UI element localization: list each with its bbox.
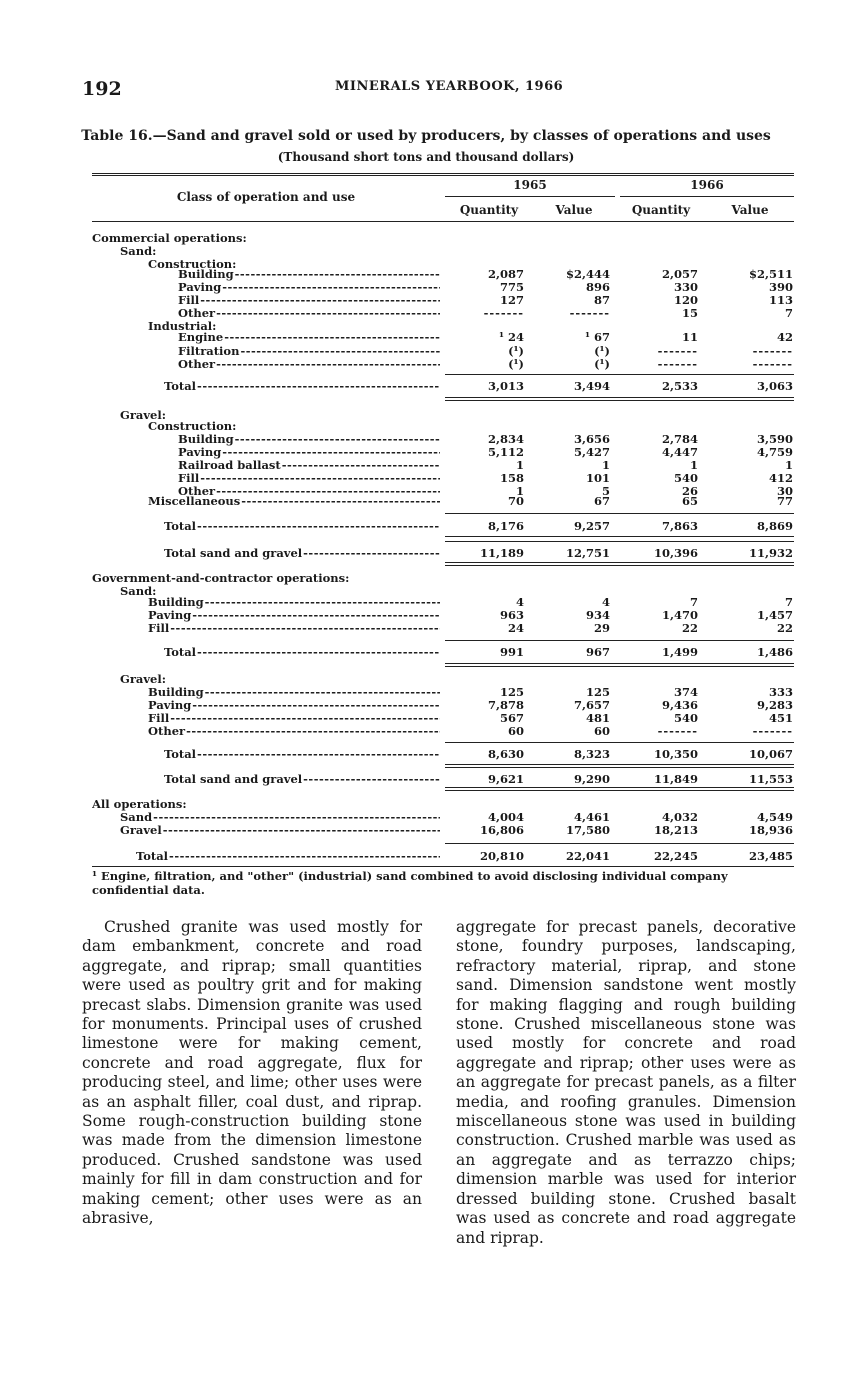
- cell-value: -------: [657, 344, 698, 358]
- total-rule: [445, 767, 794, 768]
- table-row: [0, 520, 852, 533]
- row-label: Total sand and gravel -----: [164, 773, 440, 786]
- row-label: Other -----: [178, 358, 440, 371]
- cell-value: 1,499: [661, 645, 698, 659]
- cell-value: 4: [601, 595, 610, 609]
- cell-value: 11,849: [653, 772, 698, 786]
- cell-value: -------: [657, 357, 698, 371]
- cell-value: 2,533: [661, 379, 698, 393]
- body-paragraph-right: aggregate for precast panels, decorative stone, foundry purposes, landscaping, refractory material, riprap, and stone sand. Dimension sandstone went mostly for making flagging and rough building stone. Crushed miscellaneous stone was used mostly for concrete and road aggregate and riprap; other uses were as an aggregate for precast panels, as a filter media, and roofing granules. Dimension miscellaneous stone was used in building construction. Crushed marble was used as an aggregate and as terrazzo chips; dimension marble was used for interior dressed building stone. Crushed basalt was used as concrete and road aggregate and riprap.: [456, 918, 796, 1247]
- cell-value: 7,863: [661, 519, 698, 533]
- total-rule: [445, 742, 794, 743]
- table-row: [0, 281, 852, 294]
- table-top-rule-2: [92, 175, 794, 176]
- row-label: Railroad ballast -----: [178, 459, 440, 472]
- cell-value: $2,511: [748, 267, 793, 281]
- row-label: Filtration -----: [178, 345, 440, 358]
- cell-value: 30: [776, 484, 793, 498]
- cell-value: 5,112: [487, 445, 524, 459]
- total-rule: [445, 397, 794, 398]
- cell-value: 8,869: [756, 519, 793, 533]
- row-label: Government-and-contractor operations:: [92, 572, 350, 585]
- cell-value: 11,932: [748, 546, 793, 560]
- cell-value: 3,590: [756, 432, 793, 446]
- cell-value: 7: [689, 595, 698, 609]
- cell-value: 67: [593, 494, 610, 508]
- cell-value: (¹): [508, 357, 524, 371]
- cell-value: 540: [673, 471, 698, 485]
- row-label: Total -----: [136, 850, 440, 863]
- running-head: MINERALS YEARBOOK, 1966: [335, 79, 564, 94]
- cell-value: 15: [681, 306, 698, 320]
- cell-value: ¹ 24: [498, 330, 524, 344]
- cell-value: 1: [601, 458, 610, 472]
- cell-value: 17,580: [565, 823, 610, 837]
- row-label: Sand:: [120, 585, 157, 598]
- cell-value: 2,784: [661, 432, 698, 446]
- cell-value: 125: [585, 685, 610, 699]
- cell-value: 9,290: [573, 772, 610, 786]
- cell-value: 7: [784, 595, 793, 609]
- row-label: Construction:: [148, 420, 237, 433]
- cell-value: 330: [673, 280, 698, 294]
- row-label: Other -----: [148, 725, 440, 738]
- row-label: Fill -----: [178, 472, 440, 485]
- table-row: [0, 798, 852, 811]
- total-rule: [445, 764, 794, 765]
- cell-value: 8,630: [487, 747, 524, 761]
- cell-value: 4,032: [661, 810, 698, 824]
- row-label: Other -----: [178, 307, 440, 320]
- table-row: [0, 446, 852, 459]
- cell-value: 22: [681, 621, 698, 635]
- row-label: Building -----: [178, 433, 440, 446]
- row-label: Sand -----: [120, 811, 440, 824]
- table-row: [0, 748, 852, 761]
- row-label: Paving -----: [148, 609, 440, 622]
- cell-value: 22,041: [565, 849, 610, 863]
- cell-value: 567: [499, 711, 524, 725]
- table-row: [0, 686, 852, 699]
- table-row: [0, 622, 852, 635]
- cell-value: 16,806: [479, 823, 524, 837]
- cell-value: 4: [515, 595, 524, 609]
- table-row: [0, 433, 852, 446]
- cell-value: 8,176: [487, 519, 524, 533]
- cell-value: 1: [689, 458, 698, 472]
- cell-value: ¹ 67: [584, 330, 610, 344]
- row-label: Industrial:: [148, 320, 217, 333]
- year-header-1965: 1965: [513, 178, 547, 192]
- table-bottom-rule: [92, 866, 794, 867]
- cell-value: 3,494: [573, 379, 610, 393]
- page-number: 192: [82, 78, 122, 100]
- cell-value: -------: [752, 357, 793, 371]
- cell-value: 7: [784, 306, 793, 320]
- cell-value: -------: [752, 724, 793, 738]
- cell-value: -------: [483, 306, 524, 320]
- cell-value: 77: [776, 494, 793, 508]
- cell-value: 4,759: [756, 445, 793, 459]
- body-column-right: [456, 918, 796, 1248]
- cell-value: 11,189: [479, 546, 524, 560]
- row-label: Total -----: [164, 380, 440, 393]
- cell-value: 374: [673, 685, 698, 699]
- table-footnote: ¹ Engine, filtration, and "other" (industrial) sand combined to avoid disclosing individual company confidential data.: [92, 869, 728, 897]
- row-label: Building -----: [148, 686, 440, 699]
- cell-value: 10,067: [748, 747, 793, 761]
- cell-value: 120: [673, 293, 698, 307]
- table-row: [0, 699, 852, 712]
- cell-value: 896: [585, 280, 610, 294]
- table-row: [0, 472, 852, 485]
- table-row: [0, 331, 852, 344]
- table-row: [0, 268, 852, 281]
- table-row: [0, 232, 852, 245]
- table-row: [0, 673, 852, 686]
- row-label: Fill -----: [178, 294, 440, 307]
- cell-value: 1: [784, 458, 793, 472]
- table-subtitle: (Thousand short tons and thousand dollars): [277, 150, 575, 164]
- cell-value: 9,436: [661, 698, 698, 712]
- cell-value: 7,878: [487, 698, 524, 712]
- body-column-left: [82, 918, 422, 1229]
- table-row: [0, 824, 852, 837]
- cell-value: 412: [768, 471, 793, 485]
- total-rule: [445, 843, 794, 844]
- body-paragraph-left: Crushed granite was used mostly for dam embankment, concrete and road aggregate, and riprap; small quantities were used as poultry grit and for making precast slabs. Dimension granite was used for monuments. Principal uses of crushed limestone were for making cement, concrete and road aggregate, flux for producing steel, and lime; other uses were as an asphalt filler, coal dust, and riprap. Some rough-construction building stone was made from the dimension limestone produced. Crushed sandstone was used mainly for fill in dam construction and for making cement; other uses were as an abrasive,: [82, 918, 422, 1228]
- table-row: [0, 420, 852, 433]
- row-label: Total -----: [164, 748, 440, 761]
- cell-value: 963: [499, 608, 524, 622]
- table-row: [0, 712, 852, 725]
- table-row: [0, 850, 852, 863]
- cell-value: 4,461: [573, 810, 610, 824]
- table-row: [0, 811, 852, 824]
- cell-value: 11: [681, 330, 698, 344]
- total-rule: [445, 565, 794, 566]
- row-label: Commercial operations:: [92, 232, 247, 245]
- table-row: [0, 725, 852, 738]
- total-rule: [445, 666, 794, 667]
- total-rule: [445, 536, 794, 537]
- cell-value: 775: [499, 280, 524, 294]
- table-row: [0, 307, 852, 320]
- cell-value: -------: [569, 306, 610, 320]
- cell-value: 2,087: [487, 267, 524, 281]
- cell-value: 4,549: [756, 810, 793, 824]
- cell-value: 333: [768, 685, 793, 699]
- total-rule: [445, 663, 794, 664]
- cell-value: (¹): [594, 344, 610, 358]
- cell-value: 4,447: [661, 445, 698, 459]
- cell-value: 5,427: [573, 445, 610, 459]
- cell-value: 991: [499, 645, 524, 659]
- cell-value: 9,257: [573, 519, 610, 533]
- total-rule: [445, 400, 794, 401]
- cell-value: 7,657: [573, 698, 610, 712]
- cell-value: 12,751: [565, 546, 610, 560]
- cell-value: $2,444: [565, 267, 610, 281]
- col-header-value-1966: Value: [731, 203, 769, 217]
- table-row: [0, 380, 852, 393]
- cell-value: 451: [768, 711, 793, 725]
- col-header-quantity-1966: Quantity: [631, 203, 691, 217]
- table-row: [0, 294, 852, 307]
- cell-value: 42: [776, 330, 793, 344]
- cell-value: -------: [657, 724, 698, 738]
- cell-value: 20,810: [479, 849, 524, 863]
- year-rule-1966: [620, 196, 794, 197]
- cell-value: 3,013: [487, 379, 524, 393]
- year-header-1966: 1966: [690, 178, 724, 192]
- row-label: Other -----: [178, 485, 440, 498]
- cell-value: 125: [499, 685, 524, 699]
- stub-header: Class of operation and use: [176, 190, 356, 204]
- cell-value: (¹): [594, 357, 610, 371]
- total-rule: [445, 541, 794, 542]
- cell-value: 3,063: [756, 379, 793, 393]
- table-row: [0, 245, 852, 258]
- table-title: Table 16.—Sand and gravel sold or used by producers, by classes of operations and uses: [81, 128, 771, 144]
- total-rule: [445, 787, 794, 788]
- header-bottom-rule: [92, 221, 794, 222]
- cell-value: 540: [673, 711, 698, 725]
- row-label: Total -----: [164, 520, 440, 533]
- table-row: [0, 547, 852, 560]
- cell-value: 1,457: [756, 608, 793, 622]
- row-label: Paving -----: [148, 699, 440, 712]
- table-row: [0, 345, 852, 358]
- total-rule: [445, 640, 794, 641]
- cell-value: 18,936: [748, 823, 793, 837]
- cell-value: 101: [585, 471, 610, 485]
- cell-value: 2,834: [487, 432, 524, 446]
- total-rule: [445, 562, 794, 563]
- cell-value: 967: [585, 645, 610, 659]
- table-row: [0, 773, 852, 786]
- cell-value: -------: [752, 344, 793, 358]
- table-row: [0, 596, 852, 609]
- row-label: Miscellaneous -----: [148, 495, 440, 508]
- row-label: Total sand and gravel -----: [164, 547, 440, 560]
- row-label: Building -----: [178, 268, 440, 281]
- cell-value: 2,057: [661, 267, 698, 281]
- row-label: Engine -----: [178, 331, 440, 344]
- cell-value: 10,396: [653, 546, 698, 560]
- cell-value: 390: [768, 280, 793, 294]
- cell-value: 1,486: [756, 645, 793, 659]
- table-row: [0, 646, 852, 659]
- cell-value: 70: [507, 494, 524, 508]
- cell-value: 65: [681, 494, 698, 508]
- cell-value: 158: [499, 471, 524, 485]
- cell-value: 113: [768, 293, 793, 307]
- total-rule: [445, 374, 794, 375]
- table-row: [0, 609, 852, 622]
- row-label: Sand:: [120, 245, 157, 258]
- row-label: Building -----: [148, 596, 440, 609]
- row-label: Gravel:: [120, 673, 166, 686]
- year-rule-1965: [445, 196, 615, 197]
- cell-value: 11,553: [748, 772, 793, 786]
- cell-value: 127: [499, 293, 524, 307]
- cell-value: (¹): [508, 344, 524, 358]
- cell-value: 481: [585, 711, 610, 725]
- row-label: Fill -----: [148, 712, 440, 725]
- cell-value: 22,245: [653, 849, 698, 863]
- row-label: Fill -----: [148, 622, 440, 635]
- col-header-value-1965: Value: [555, 203, 593, 217]
- cell-value: 5: [601, 484, 610, 498]
- cell-value: 1: [515, 458, 524, 472]
- cell-value: 934: [585, 608, 610, 622]
- cell-value: 3,656: [573, 432, 610, 446]
- table-top-rule: [92, 173, 794, 174]
- cell-value: 9,621: [487, 772, 524, 786]
- row-label: Gravel:: [120, 409, 166, 422]
- cell-value: 60: [593, 724, 610, 738]
- row-label: Construction:: [148, 258, 237, 271]
- cell-value: 10,350: [653, 747, 698, 761]
- row-label: Paving -----: [178, 446, 440, 459]
- cell-value: 24: [507, 621, 524, 635]
- table-row: [0, 459, 852, 472]
- cell-value: 4,004: [487, 810, 524, 824]
- row-label: All operations:: [92, 798, 187, 811]
- cell-value: 9,283: [756, 698, 793, 712]
- cell-value: 87: [593, 293, 610, 307]
- cell-value: 22: [776, 621, 793, 635]
- cell-value: 23,485: [748, 849, 793, 863]
- row-label: Total -----: [164, 646, 440, 659]
- total-rule: [445, 790, 794, 791]
- cell-value: 8,323: [573, 747, 610, 761]
- row-label: Paving -----: [178, 281, 440, 294]
- table-row: [0, 358, 852, 371]
- cell-value: 1: [515, 484, 524, 498]
- cell-value: 26: [681, 484, 698, 498]
- cell-value: 60: [507, 724, 524, 738]
- cell-value: 29: [593, 621, 610, 635]
- cell-value: 18,213: [653, 823, 698, 837]
- table-row: [0, 572, 852, 585]
- table-row: [0, 495, 852, 508]
- total-rule: [445, 513, 794, 514]
- col-header-quantity-1965: Quantity: [459, 203, 519, 217]
- cell-value: 1,470: [661, 608, 698, 622]
- row-label: Gravel -----: [120, 824, 440, 837]
